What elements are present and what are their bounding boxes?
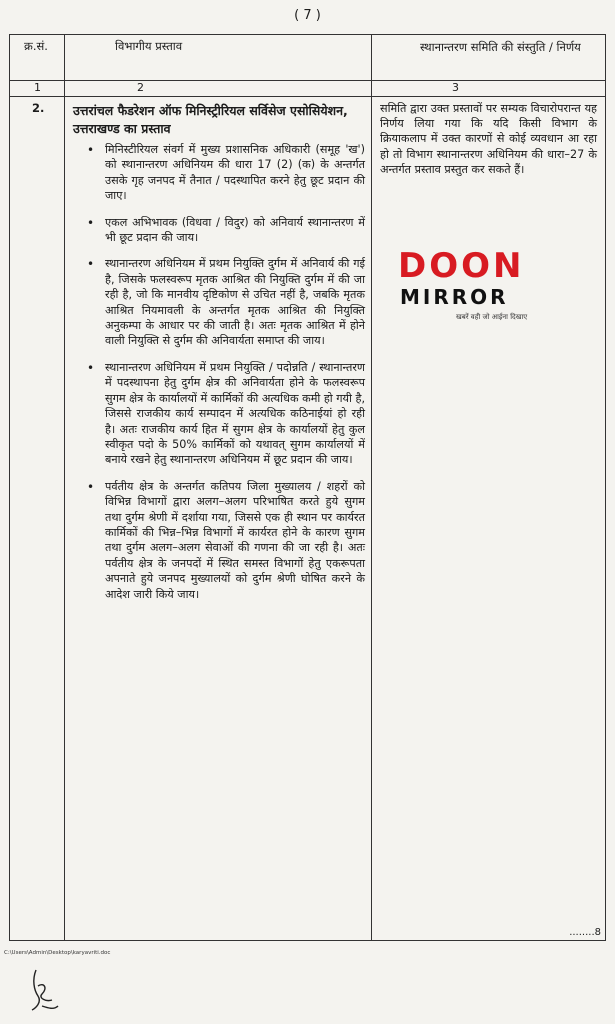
header-decision: स्थानान्तरण समिति की संस्तुति / निर्णय xyxy=(372,35,606,81)
list-item xyxy=(87,215,365,246)
proposal-list xyxy=(65,142,371,602)
list-item xyxy=(87,360,365,468)
doon-mirror-logo xyxy=(398,247,548,322)
column-number-3: 3 xyxy=(372,81,606,97)
column-number-1: 1 xyxy=(10,81,65,97)
logo-mirror-text: MIRROR xyxy=(400,285,509,310)
proposal-title: उत्तरांचल फैडरेशन ऑफ मिनिस्ट्रीरियल सर्विसेज एसोसियेशन, उत्तराखण्ड का प्रस्ताव xyxy=(73,103,348,136)
serial-cell xyxy=(10,97,65,941)
bullet-icon: • xyxy=(87,215,95,230)
continuation-marker: ........8 xyxy=(569,927,601,938)
list-item-text: स्थानान्तरण अधिनियम में प्रथम नियुक्ति दुर्गम में अनिवार्य की गई है, जिसके फलस्वरूप मृतक आश्रित की नियुक्ति दुर्गम में की जा रही है, जो कि मानवीय दृष्टिकोण से उचित नहीं है, जबकि मृतक आश्रित नियमावली के अन्तर्गत मृतक आश्रित की नियुक्ति अनुकम्पा के आधार पर की जाती है। अतः मृतक आश्रित में होने वाली नियुक्ति से दुर्गम की अनिवार्यता समाप्त की जाय। xyxy=(105,257,365,348)
column-number-2: 2 xyxy=(65,81,372,97)
logo-tagline: खबरें वही जो आईना दिखाए xyxy=(456,313,528,322)
proposal-cell xyxy=(65,97,372,941)
list-item xyxy=(87,142,365,204)
bullet-icon: • xyxy=(87,479,95,494)
column-number-row xyxy=(10,81,606,97)
bullet-icon: • xyxy=(87,143,95,157)
list-item-text: एकल अभिभावक (विधवा / विदुर) को अनिवार्य स्थानान्तरण में भी छूट प्रदान की जाय। xyxy=(105,215,365,245)
bullet-icon: • xyxy=(87,257,95,272)
serial-number: 2. xyxy=(32,101,45,115)
list-item xyxy=(87,256,365,348)
list-item-text: मिनिस्टीरियल संवर्ग में मुख्य प्रशासनिक अधिकारी (समूह 'ख') को स्थानान्तरण अधिनियम की धारा 17 (2) (क) के अन्तर्गत उसके गृह जनपद में तैनात / पदस्थापित करने हेतु छूट प्रदान की जाए। xyxy=(105,143,365,203)
header-proposal: विभागीय प्रस्ताव xyxy=(65,35,372,81)
page-number: ( 7 ) xyxy=(294,8,321,23)
header-serial: क्र.सं. xyxy=(10,35,65,81)
list-item-text: स्थानान्तरण अधिनियम में प्रथम नियुक्ति / पदोन्नति / स्थानान्तरण में पदस्थापना हेतु दुर्गम क्षेत्र की अनिवार्यता होने के फलस्वरूप सुगम क्षेत्र के कार्यालयों में कार्मिकों की अत्यधिक कमी हो गयी है, जिससे राजकीय कार्य सम्पादन में अत्यधिक कठिनाईयां हो रही है। अतः राजकीय कार्य हित में सुगम क्षेत्र के कार्यालयों हेतु कुल स्वीकृत पदो के 50% कार्मिकों को यथावत् सुगम कार्यालयों में बनाये रखने हेतु स्थानान्तरण अधिनियम में छूट प्रदान की जाय। xyxy=(105,360,365,467)
signature-icon xyxy=(28,966,68,1014)
proposal-table xyxy=(9,34,606,941)
decision-cell xyxy=(372,97,606,941)
file-path: C:\Users\Admin\Desktop\karyavriti.doc xyxy=(4,950,111,956)
bullet-icon: • xyxy=(87,360,95,375)
logo-doon-text: DOON xyxy=(398,246,525,287)
table-header-row xyxy=(10,35,606,81)
table-row xyxy=(10,97,606,941)
list-item-text: पर्वतीय क्षेत्र के अन्तर्गत कतिपय जिला मुख्यालय / शहरों को विभिन्न विभागों द्वारा अलग–अलग परिभाषित करते हुये सुगम तथा दुर्गम श्रेणी में दर्शाया गया, जिससे एक ही स्थान पर कार्यरत कार्मिकों की भिन्न–भिन्न विभागों में कार्यरत होने के कारण सुगम तथा दुर्गम अलग–अलग सेवाओं की गणना की जा रही है। अतः पर्वतीय क्षेत्र के जनपदों में स्थित समस्त विभागों हेतु एकरूपता अपनाते हुये जनपद मुख्यालयों को दुर्गम श्रेणी घोषित करने के आदेश जारी किये जाय। xyxy=(105,479,365,601)
list-item xyxy=(87,479,365,602)
committee-decision: समिति द्वारा उक्त प्रस्तावों पर सम्यक विचारोपरान्त यह निर्णय लिया गया कि यदि किसी विभाग के क्रियाकलाप में उक्त कारणों से कोई व्यवधान आ रहा हो तो विभाग स्थानान्तरण अधिनियम की धारा–27 के अन्तर्गत प्रस्ताव प्रस्तुत कर सकते हैं। xyxy=(380,102,597,176)
